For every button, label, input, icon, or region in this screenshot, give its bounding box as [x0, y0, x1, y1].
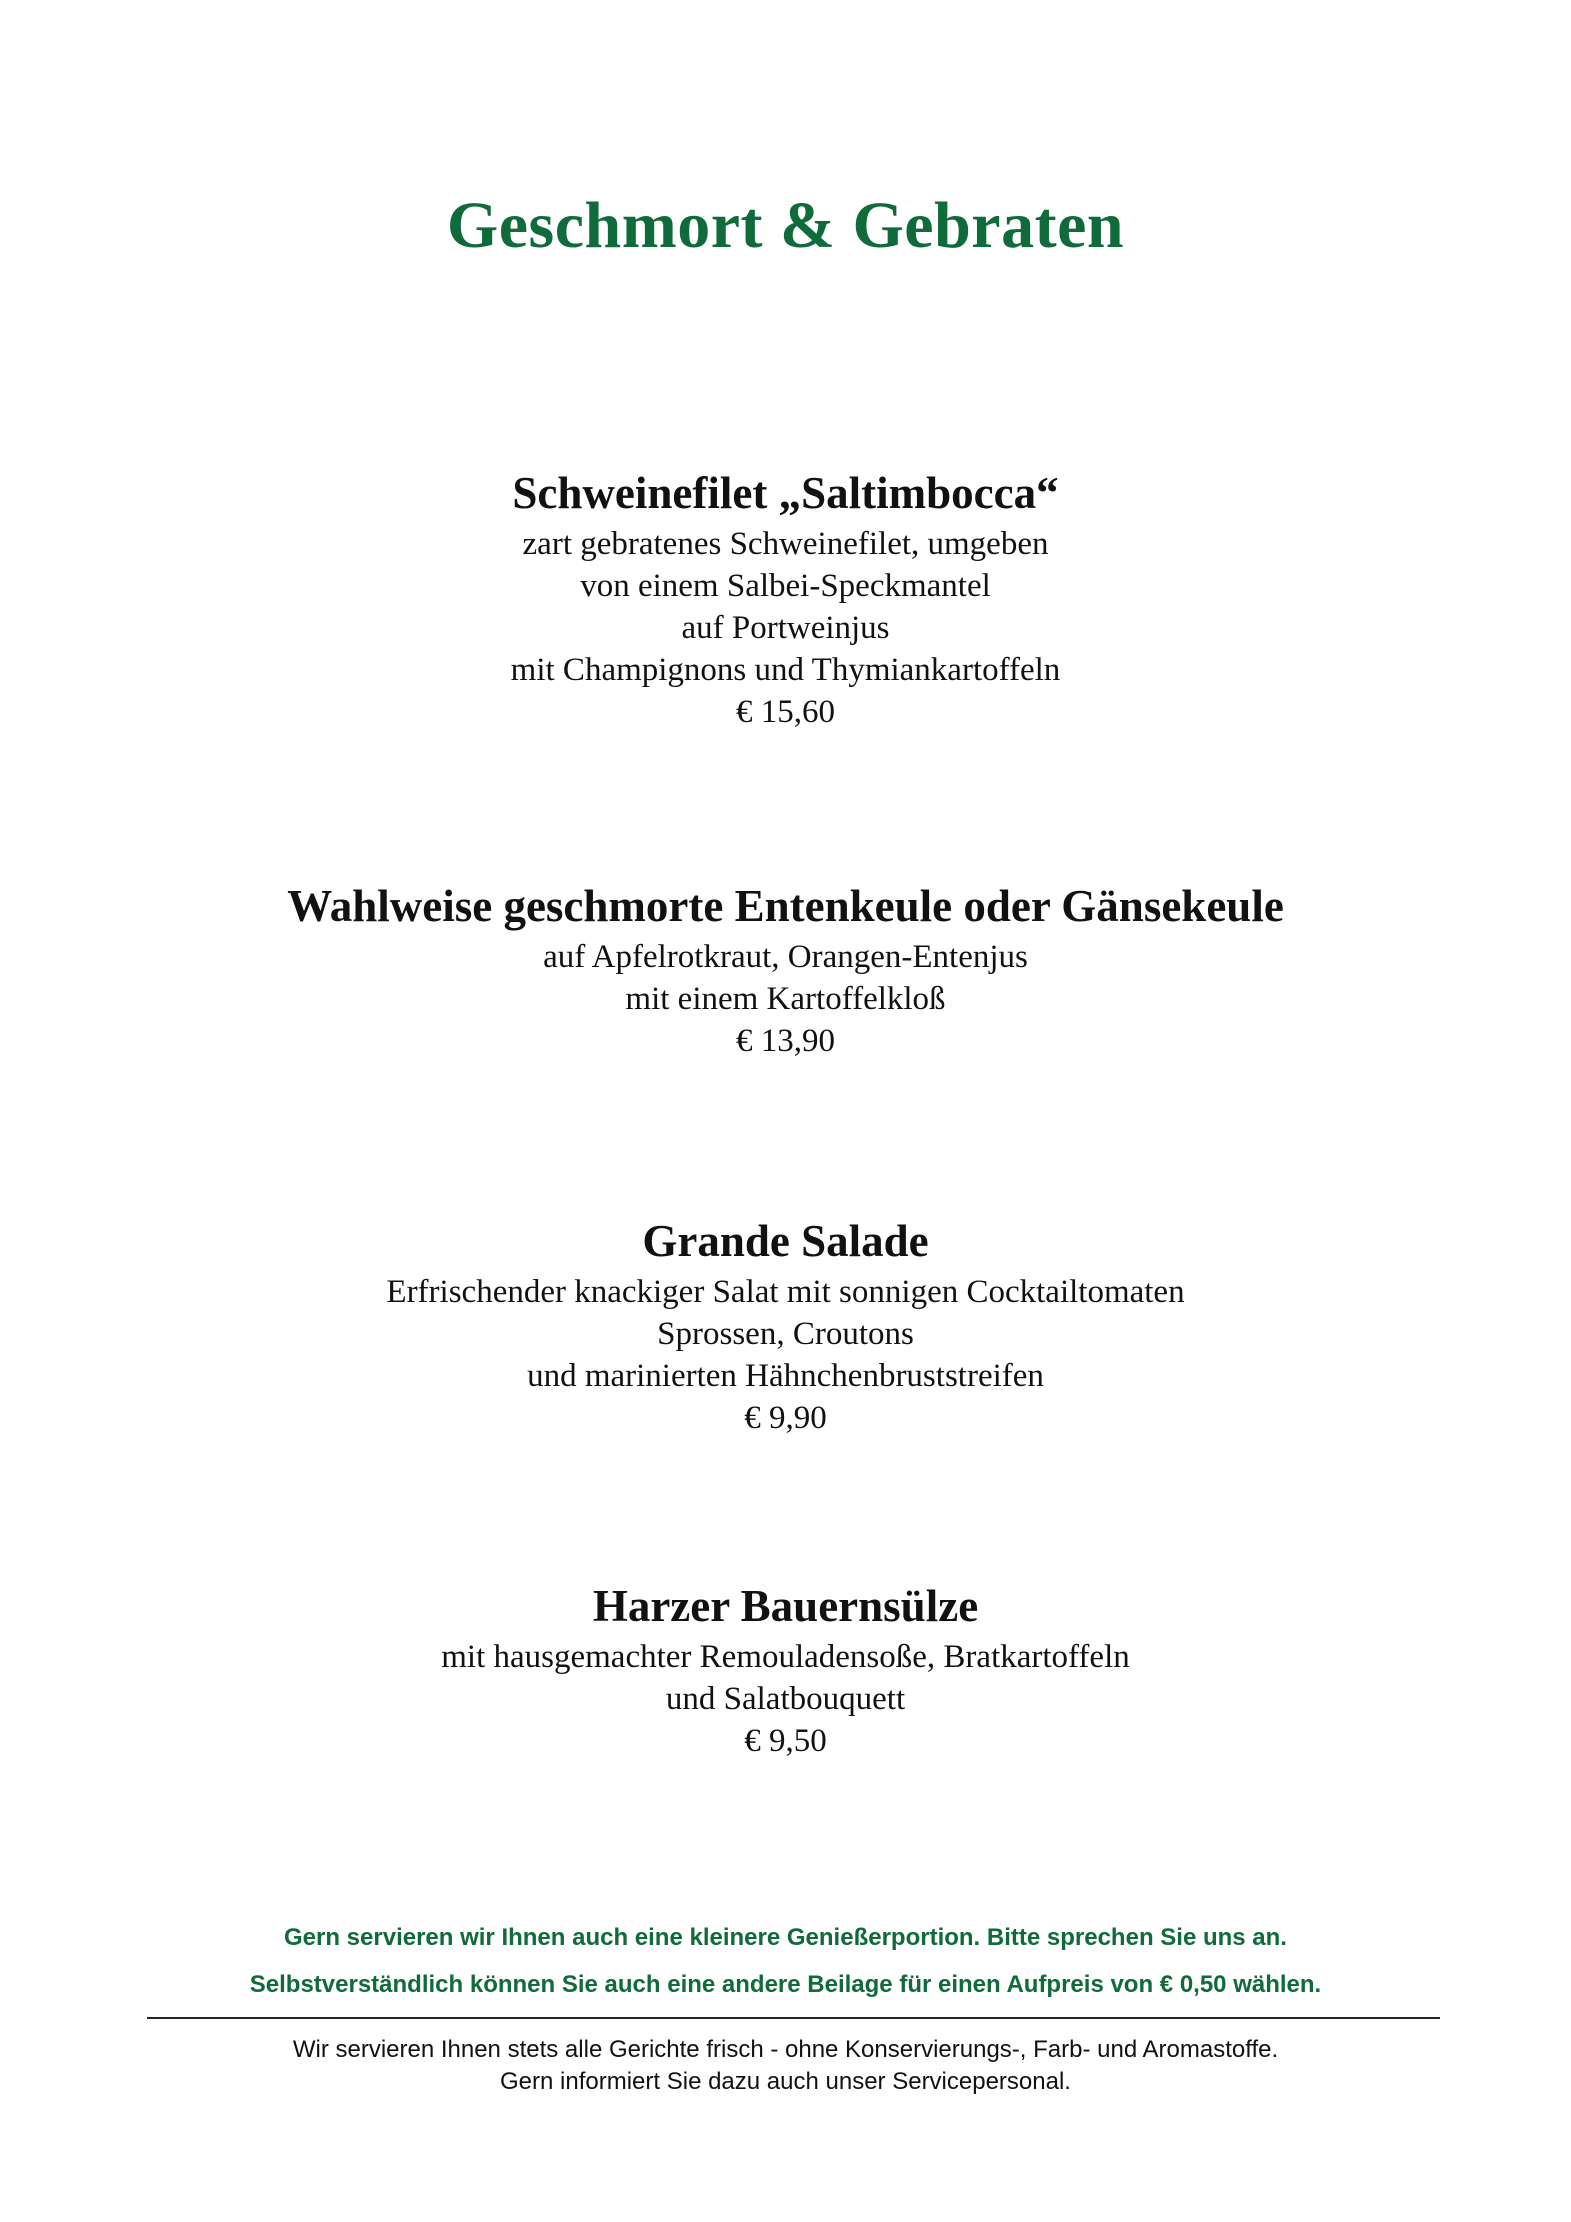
menu-item-description: mit einem Kartoffelkloß [625, 981, 946, 1017]
menu-item-price: € 13,90 [736, 1023, 835, 1059]
menu-item-price: € 15,60 [736, 694, 835, 730]
side-dish-note: Selbstverständlich können Sie auch eine andere Beilage für einen Aufpreis von € 0,50 wählen. [249, 1971, 1322, 1998]
menu-item [0, 1213, 1571, 1439]
menu-item [0, 465, 1571, 733]
footer-text: Wir servieren Ihnen stets alle Gerichte frisch - ohne Konservierungs-, Farb- und Aromastoffe. [292, 2036, 1279, 2063]
menu-item-description: mit hausgemachter Remouladensoße, Bratkartoffeln [441, 1639, 1130, 1675]
portion-note: Gern servieren wir Ihnen auch eine kleinere Genießerportion. Bitte sprechen Sie uns an. [284, 1924, 1287, 1951]
menu-item-description: Erfrischender knackiger Salat mit sonnigen Cocktailtomaten [386, 1274, 1185, 1310]
menu-item-description: Sprossen, Croutons [657, 1316, 914, 1352]
menu-item-price: € 9,50 [744, 1723, 827, 1759]
menu-item [0, 1578, 1571, 1762]
menu-item-name: Harzer Bauernsülze [592, 1581, 979, 1631]
menu-item-description: zart gebratenes Schweinefilet, umgeben [522, 526, 1049, 562]
footer-divider [147, 2017, 1440, 2019]
menu-item-price: € 9,90 [744, 1400, 827, 1436]
menu-item-description: auf Apfelrotkraut, Orangen-Entenjus [543, 939, 1028, 975]
menu-item-description: auf Portweinjus [681, 610, 890, 646]
page-title: Geschmort & Gebraten [446, 189, 1125, 262]
menu-item-name: Grande Salade [642, 1216, 929, 1266]
menu-item-description: mit Champignons und Thymiankartoffeln [510, 652, 1061, 688]
menu-item-name: Schweinefilet „Saltimbocca“ [512, 468, 1059, 518]
menu-item-name: Wahlweise geschmorte Entenkeule oder Gänsekeule [287, 881, 1284, 931]
footer-text: Gern informiert Sie dazu auch unser Servicepersonal. [500, 2068, 1071, 2095]
menu-item [0, 878, 1571, 1062]
menu-item-description: und Salatbouquett [665, 1681, 906, 1717]
menu-item-description: und marinierten Hähnchenbruststreifen [527, 1358, 1044, 1394]
menu-item-description: von einem Salbei-Speckmantel [580, 568, 991, 604]
